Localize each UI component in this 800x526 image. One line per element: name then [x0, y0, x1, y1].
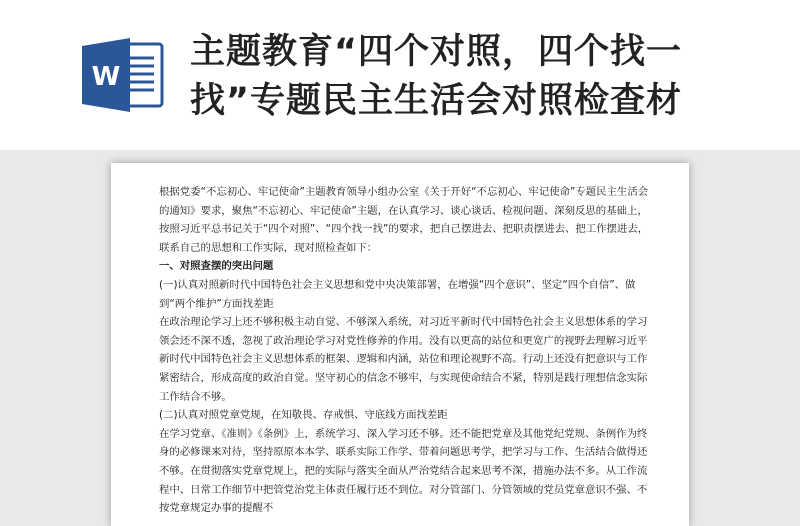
document-body — [159, 183, 649, 518]
intro-paragraph: 根据党委“不忘初心、牢记使命”主题教育领导小组办公室《关于开好“不忘初心、牢记使命”专题民主生活会的通知》要求，聚焦“不忘初心、牢记使命”主题，在认真学习、谈心谈话、检视问题、深刻反思的基础上，按照习近平总书记关于“四个对照”、“四个找一找”的要求，把自己摆进去、把职责摆进去、把工作摆进去，联系自己的思想和工作实际，现对照检查如下： — [159, 186, 649, 254]
document-page[interactable] — [111, 163, 689, 526]
title-line-2: 找”专题民主生活会对照检查材 — [190, 81, 683, 121]
title-line-1: 主题教育“四个对照，四个找一 — [190, 32, 683, 72]
subsection-body-1: 在政治理论学习上还不够积极主动自觉、不够深入系统，对习近平新时代中国特色社会主义思想体系的学习领会还不深不透，忽视了政治理论学习对党性修养的作用。没有以更高的站位和更宽广的视野去理解习近平新时代中国特色社会主义思想体系的框架、逻辑和内涵，站位和理论视野不高。行动上还没有把意识与工作紧密结合，形成高度的政治自觉。坚守初心的信念不够牢，与实现使命结合不紧，特别是践行理想信念实际工作结合不够。 — [159, 316, 648, 403]
subsection-body-2: 在学习党章、《准则》《条例》上，系统学习、深入学习还不够。还不能把党章及其他党纪党规、条例作为终身的必修课来对待，坚持原原本本学、联系实际工作学、带着问题思考学，把学习与工作、生活结合做得还不够。在贯彻落实党章党规上，把的实际与落实全面从严治党结合起来思考不深，措施办法不多。从工作流程中、日常工作细节中把管党治党主体责任履行还不到位。对分管部门、分管领域的党员党章意识不强、不按党章规定办事的提醒不 — [159, 427, 648, 515]
section-heading: 一、对照查摆的突出问题 — [159, 260, 274, 273]
svg-text:W: W — [91, 62, 121, 92]
word-document-icon — [80, 34, 166, 114]
subsection-heading-2: (二)认真对照党章党规，在知敬畏、存戒惧、守底线方面找差距 — [159, 409, 448, 422]
subsection-heading-1: (一)认真对照新时代中国特色社会主义思想和党中央决策部署，在增强“四个意识”、坚定“四个自信”、做到“两个维护”方面找差距 — [159, 278, 636, 310]
page-title — [190, 28, 790, 126]
